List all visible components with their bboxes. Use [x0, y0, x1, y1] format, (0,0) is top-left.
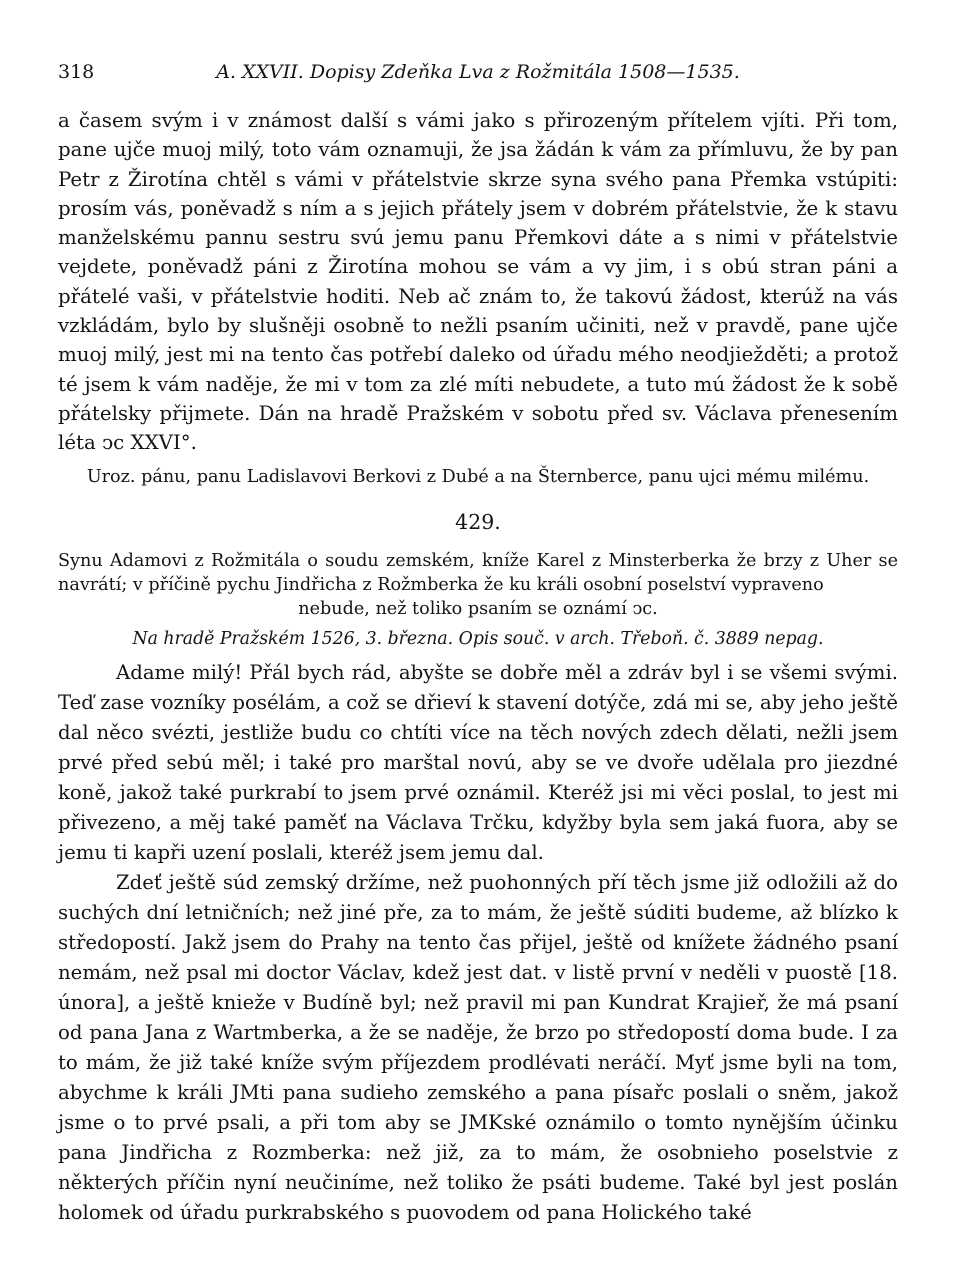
letter-429-paragraph-1: Adame milý! Přál bych rád, abyšte se dobře měl a zdráv byl i se všemi svými. Teď zase vozníky posélám, a což se dřieví k stavení dotýče, zdá mi se, aby jeho ještě dal něco svézti, jestliže budu co chtíti více na těch nových zdech dělati, nežli jsem prvé před sebú měl; i také pro marštal novú, aby se ve dvoře udělala pro jiezdné koně, jakož také purkrabí to jsem prvé oznámil. Kteréž jsi mi věci poslal, to jest mi přivezeno, a měj také paměť na Václava Trčku, kdyžby byla sem jaká fuora, aby se jemu ti kapři uzení poslali, kteréž jsem jemu dal.: [58, 660, 898, 864]
letter-428-address: Uroz. pánu, panu Ladislavovi Berkovi z Dubé a na Šternberce, panu ujci mému milému.: [86, 466, 870, 487]
source-note: Na hradě Pražském 1526, 3. března. Opis souč. v arch. Třeboň. č. 3889 nepag.: [132, 628, 824, 649]
page-number: 318: [58, 61, 95, 83]
document-number: 429.: [455, 509, 501, 534]
page: [58, 58, 898, 1228]
regest-summary: Synu Adamovi z Rožmitála o soudu zemském, kníže Karel z Minsterberka že brzy z Uher se navrátí; v příčině pychu Jindřicha z Rožmberka že ku králi osobní poselství vypraveno: [58, 550, 898, 595]
letter-429-paragraph-2: Zdeť ještě súd zemský držíme, než puohonných pří těch jsme již odložili až do suchých dní letničních; než jiné pře, za to mám, že ještě súditi budeme, až blízko k středopostí. Jakž jsem do Prahy na tento čas přijel, ještě od knížete žádného psaní nemám, než psal mi doctor Václav, kdež jest dat. v listě první v neděli v puostě [18. února], a ještě knieže v Budíně byl; než pravil mi pan Kundrat Krajieř, že má psaní od pana Jana z Wartmberka, a že se naděje, že brzo po středopostí doma bude. I za to mám, že již také kníže svým příjezdem prodlévati neráčí. Myť jsme byli na tom, abychme k králi JMti pana sudieho zemského a pana písařc poslali o sněm, jakož jsme o to prvé psali, a při tom aby se JMKské oznámilo o tomto nynějším účinku pana Jindřicha z Rozmberka: než již, za to mám, že osobnieho poselstvie z některých příčin nyní neučiníme, než toliko že psáti budeme. Také byl jest poslán holomek od úřadu purkrabského s puovodem od pana Holického také: [58, 870, 898, 1224]
regest-summary-last-line: nebude, než toliko psaním se oznámí ↄc.: [298, 598, 658, 619]
running-head: [58, 58, 898, 86]
running-head-title: A. XXVII. Dopisy Zdeňka Lva z Rožmitála 1508—1535.: [216, 61, 740, 83]
letter-428-closing-paragraph: a časem svým i v známost další s vámi jako s přirozeným přítelem vjíti. Při tom, pane ujče muoj milý, toto vám oznamuji, že jsa žádán k vám za přímluvu, že by pan Petr z Žirotína chtěl s vámi v přátelstvie skrze syna svého pana Přemka vstúpiti: prosím vás, poněvadž s ním a s jejich přátely jsem v dobrém přátelstvie, že k stavu manželskému pannu sestru svú jemu panu Přemkovi dáte a s nimi v přátelstvie vejdete, poněvadž páni z Žirotína mohou se vám a vy jim, i s obú stran páni a přátelé vaši, v přátelstvie hoditi. Neb ač znám to, že takovú žádost, kterúž na vás vzkládám, bylo by slušněji osobně to nežli psaním učiniti, než v pravdě, pane ujče muoj milý, jest mi na tento čas potřebí daleko od úřadu mého neodjiežděti; a protož té jsem k vám naděje, že mi v tom za zlé míti nebudete, a tuto mú žádost že k sobě přátelsky přijmete. Dán na hradě Pražském v sobotu před sv. Václava přenesením léta ↄc XXVI°.: [58, 109, 898, 455]
